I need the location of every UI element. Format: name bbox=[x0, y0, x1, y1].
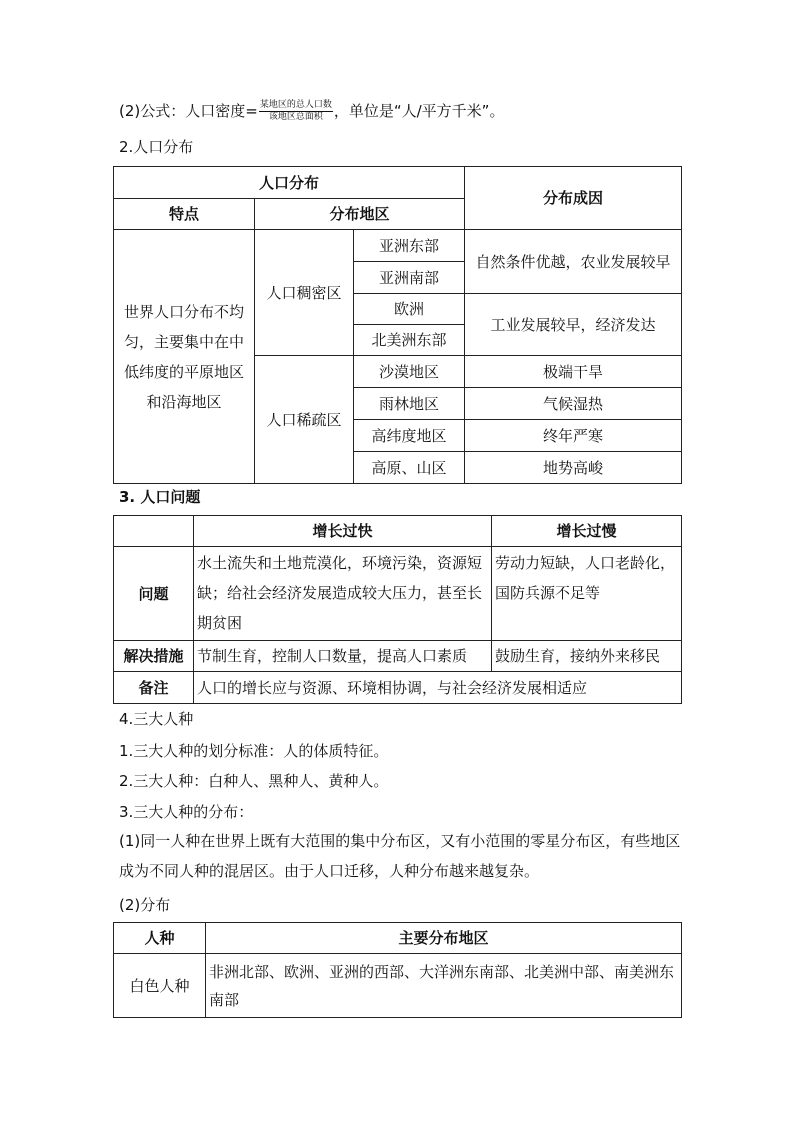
dense-region: 亚洲东部 bbox=[354, 230, 465, 262]
header-growth-fast: 增长过快 bbox=[194, 516, 492, 547]
problems-growth-slow: 劳动力短缺，人口老龄化，国防兵源不足等 bbox=[492, 547, 682, 641]
sparse-cause: 终年严寒 bbox=[465, 420, 682, 452]
header-empty bbox=[114, 516, 194, 547]
dense-cause: 工业发展较早，经济发达 bbox=[465, 294, 682, 356]
formula-suffix: ，单位是“人/平方千米”。 bbox=[333, 102, 505, 120]
sparse-cause: 极端干旱 bbox=[465, 356, 682, 388]
formula-numerator: 某地区的总人口数 bbox=[259, 100, 332, 110]
formula-denominator: 该地区总面积 bbox=[268, 112, 323, 122]
sparse-area-label: 人口稀疏区 bbox=[255, 356, 354, 484]
section-title-three-races: 4.三大人种 bbox=[119, 710, 194, 728]
formula-fraction bbox=[259, 100, 333, 123]
distribution-feature: 世界人口分布不均匀，主要集中在中低纬度的平原地区和沿海地区 bbox=[114, 230, 255, 484]
race-classification-line: 1.三大人种的划分标准：人的体质特征。 bbox=[119, 742, 389, 760]
race-distribution-table bbox=[113, 922, 682, 1018]
dense-region: 北美洲东部 bbox=[354, 325, 465, 356]
sparse-region: 沙漠地区 bbox=[354, 356, 465, 388]
header-race: 人种 bbox=[114, 923, 206, 954]
header-growth-slow: 增长过慢 bbox=[492, 516, 682, 547]
section-title-population-distribution: 2.人口分布 bbox=[119, 138, 194, 156]
header-main-area: 主要分布地区 bbox=[206, 923, 682, 954]
race-distribution-line: 3.三大人种的分布： bbox=[119, 803, 254, 821]
sparse-region: 高纬度地区 bbox=[354, 420, 465, 452]
dense-cause: 自然条件优越，农业发展较早 bbox=[465, 230, 682, 294]
solutions-growth-slow: 鼓励生育，接纳外来移民 bbox=[492, 641, 682, 672]
population-distribution-table bbox=[113, 166, 682, 484]
row-label-problems: 问题 bbox=[114, 547, 194, 641]
header-distribution-area: 分布地区 bbox=[255, 199, 465, 230]
problems-growth-fast: 水土流失和土地荒漠化，环境污染，资源短缺；给社会经济发展造成较大压力，甚至长期贫困 bbox=[194, 547, 492, 641]
dense-area-label: 人口稠密区 bbox=[255, 230, 354, 356]
sparse-region: 雨林地区 bbox=[354, 388, 465, 420]
row-label-note: 备注 bbox=[114, 672, 194, 704]
population-problems-table bbox=[113, 515, 682, 704]
header-feature: 特点 bbox=[114, 199, 255, 230]
note-text: 人口的增长应与资源、环境相协调，与社会经济发展相适应 bbox=[194, 672, 682, 704]
race-name: 白色人种 bbox=[114, 954, 206, 1018]
three-races-line: 2.三大人种：白种人、黑种人、黄种人。 bbox=[119, 772, 389, 790]
header-distribution-cause: 分布成因 bbox=[465, 167, 682, 230]
sparse-cause: 地势高峻 bbox=[465, 452, 682, 484]
race-distribution-paragraph: (1)同一人种在世界上既有大范围的集中分布区，又有小范围的零星分布区，有些地区成为不同人种的混居区。由于人口迁移，人种分布越来越复杂。 bbox=[119, 832, 681, 880]
solutions-growth-fast: 节制生育，控制人口数量，提高人口素质 bbox=[194, 641, 492, 672]
row-label-solutions: 解决措施 bbox=[114, 641, 194, 672]
dense-region: 亚洲南部 bbox=[354, 262, 465, 294]
race-area: 非洲北部、欧洲、亚洲的西部、大洋洲东南部、北美洲中部、南美洲东南部 bbox=[206, 954, 682, 1018]
sparse-cause: 气候湿热 bbox=[465, 388, 682, 420]
distribution-subtitle: (2)分布 bbox=[119, 896, 171, 914]
sparse-region: 高原、山区 bbox=[354, 452, 465, 484]
dense-region: 欧洲 bbox=[354, 294, 465, 325]
formula-prefix: (2)公式：人口密度= bbox=[119, 102, 258, 120]
density-formula bbox=[119, 100, 504, 123]
header-population-distribution: 人口分布 bbox=[114, 167, 465, 199]
section-title-population-problems: 3. 人口问题 bbox=[119, 488, 201, 506]
